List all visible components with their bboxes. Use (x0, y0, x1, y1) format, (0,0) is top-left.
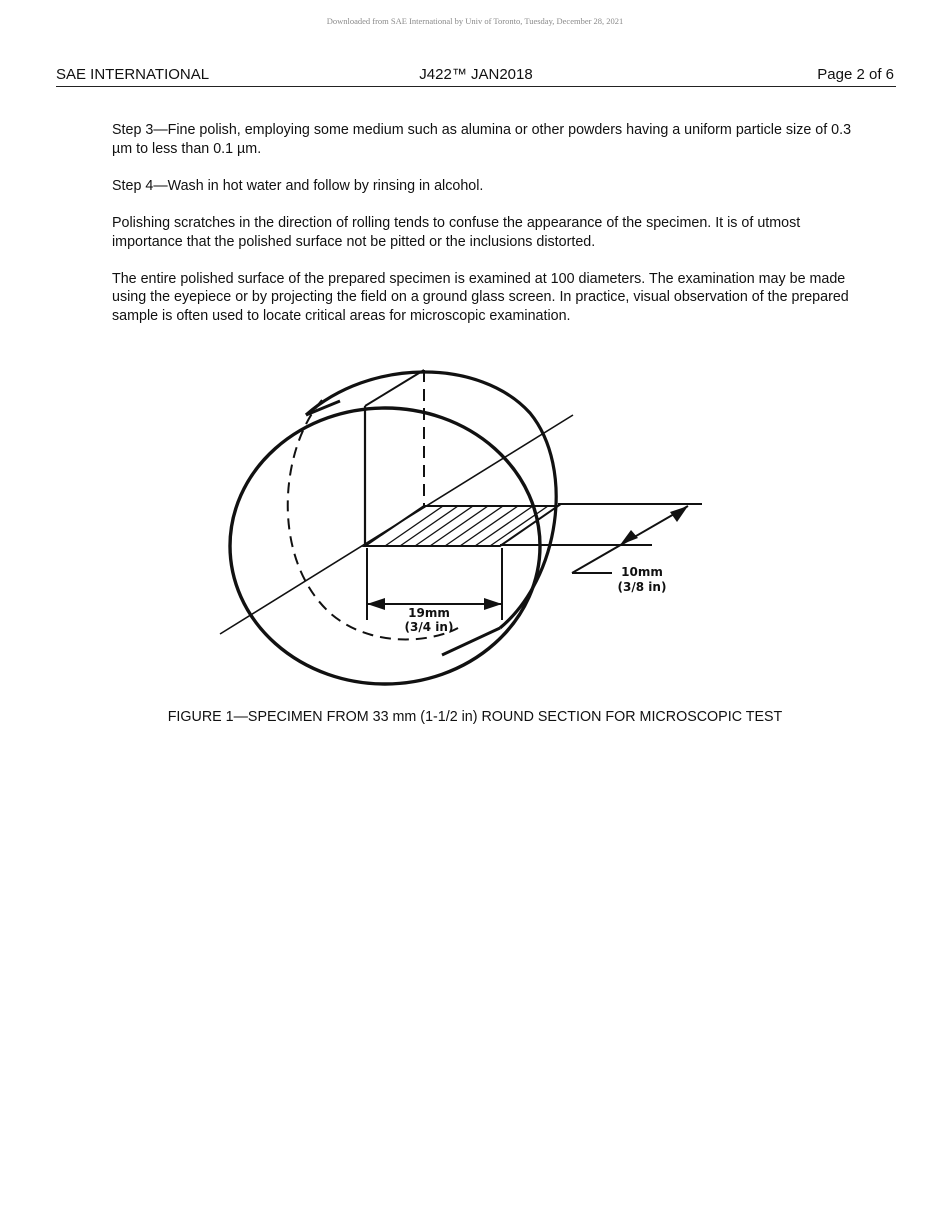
depth-arrow-head-upper (670, 506, 688, 522)
depth-label-in: (3/8 in) (617, 580, 667, 594)
paragraph-step-3: Step 3—Fine polish, employing some medium such as alumina or other powders having a uniform particle size of 0.3 µm to less than 0.1 µm. (112, 122, 852, 157)
paragraph-examination: The entire polished surface of the prepared specimen is examined at 100 diameters. The examination may be made using the eyepiece or by projecting the field on a ground glass screen. In practice, visual observation of the prepared sample is often used to locate critical areas for microscopic examination. (112, 270, 849, 324)
paragraph-polishing-scratches: Polishing scratches in the direction of rolling tends to confuse the appearance of the specimen. It is of utmost importance that the polished surface not be pitted or the inclusions distorted. (112, 214, 801, 250)
depth-label-mm: 10mm (621, 565, 663, 579)
width-label-in: (3/4 in) (404, 620, 454, 634)
download-watermark: Downloaded from SAE International by Univ of Toronto, Tuesday, December 28, 2021 (326, 16, 624, 26)
width-arrow-head-left (367, 598, 385, 610)
specimen-drawing (200, 358, 720, 692)
back-face-circle (306, 372, 556, 628)
page-header (56, 66, 896, 87)
section-hatching (385, 506, 548, 546)
depth-arrow-head-lower (620, 530, 638, 545)
header-org: SAE INTERNATIONAL (56, 66, 210, 83)
paragraph-step-4: Step 4—Wash in hot water and follow by rinsing in alcohol. (112, 177, 484, 194)
body-text (112, 121, 870, 344)
width-arrow-head-right (484, 598, 502, 610)
specimen-figure (200, 358, 720, 692)
figure-caption: FIGURE 1—SPECIMEN FROM 33 mm (1-1/2 in) ROUND SECTION FOR MICROSCOPIC TEST (167, 709, 783, 725)
header-page-number: Page 2 of 6 (817, 66, 894, 83)
width-label-mm: 19mm (408, 606, 450, 620)
header-doc-id: J422™ JAN2018 (419, 66, 533, 83)
